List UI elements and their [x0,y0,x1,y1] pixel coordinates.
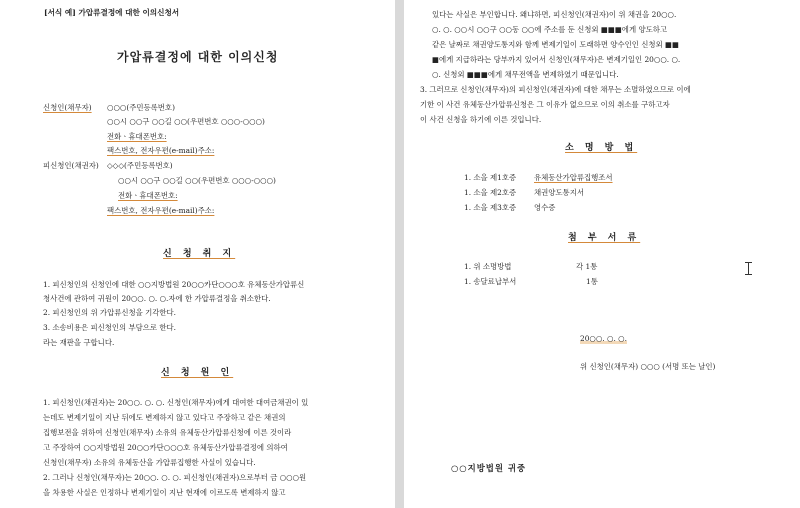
purpose-line: 청사건에 관하여 귀원이 20○○. ○. ○.자에 한 가압류결정을 취소한다. [43,294,271,303]
evidence-description: 영수증 [534,203,556,212]
form-label: [서식 예] 가압류결정에 대한 이의신청서 [44,8,180,17]
applicant-phone: 전화ㆍ휴대폰번호: [107,132,167,141]
text-cursor-icon [745,262,753,275]
evidence-number: 1. 소을 제2호증 [464,188,517,197]
cause-cont-line: ■에게 지급하라는 당부까지 있어서 신청인(채무자)은 변제기일인 20○○. ○. [432,55,681,64]
evidence-number: 1. 소을 제3호증 [464,203,517,212]
cause-line: 집행보전을 위하여 신청인(채무자) 소유의 유체동산가압류신청에 이른 것이라 [43,428,292,437]
purpose-line: 3. 소송비용은 피신청인의 부담으로 한다. [43,323,177,332]
purpose-line: 2. 피신청인의 위 가압류신청을 기각한다. [43,308,177,317]
evidence-number: 1. 소을 제1호증 [464,173,517,182]
evidence-description: 채권양도통지서 [534,188,584,197]
applicant-label: 신청인(채무자) [43,103,92,112]
cause-line: 2. 그러나 신청인(채무자)는 20○○. ○. ○. 피신청인(채권자)으로부터 금 ○○○원 [43,473,307,482]
cause-cont-line: 3. 그러므로 신청인(채무자)의 피신청인(채권자)에 대한 채무는 소멸하였으므로 이에 [420,85,691,94]
attachment-count: 1통 [586,277,598,286]
cause-line: 을 차용한 사실은 인정하나 변제기일이 지난 현재에 이르도록 변제하지 않고 [43,488,286,497]
cause-heading: 신 청 원 인 [161,368,234,378]
attachment-count: 각 1통 [576,262,598,271]
cause-cont-line: 기한 이 사건 유체동산가압류신청은 그 이유가 없으므로 이의 취소를 구하고자 [420,100,670,109]
respondent-label: 피신청인(채권자) [43,161,99,170]
applicant-name: ○○○(주민등록번호) [107,103,175,112]
court-addressee: ○○지방법원 귀중 [451,463,527,473]
cause-line: 1. 피신청인(채권자)는 20○○. ○. ○. 신청인(채무자)에게 대여한 대여금채권이 있 [43,398,309,407]
applicant-fax: 팩스번호, 전자우편(e-mail)주소: [107,146,215,155]
document-date: 20○○. ○. ○. [580,334,627,343]
document-title: 가압류결정에 대한 이의신청 [117,50,279,64]
signature-line: 위 신청인(채무자) ○○○ (서명 또는 날인) [580,362,716,371]
attachments-heading: 첨 부 서 류 [568,233,641,243]
evidence-heading: 소 명 방 법 [565,143,638,153]
evidence-description: 유체동산가압류집행조서 [534,173,613,182]
purpose-line: 1. 피신청인의 신청인에 대한 ○○지방법원 20○○카단○○○호 유체동산가압류신 [43,280,305,289]
cause-cont-line: 같은 날짜로 채권양도통지와 함께 변제기일이 도래하면 양수인인 신청외 ■■ [432,40,679,49]
page-gutter [395,0,404,508]
respondent-name: ◇◇◇(주민등록번호) [107,161,173,170]
cause-line: 고 주장하여 ○○지방법원 20○○카단○○○호 유체동산가압류결정에 의하여 [43,443,288,452]
respondent-phone: 전화ㆍ휴대폰번호: [118,191,178,200]
cause-line: 신청인(채무자) 소유의 유체동산을 가압류집행한 사실이 있습니다. [43,458,256,467]
purpose-line: 라는 재판을 구합니다. [43,338,115,347]
cause-cont-line: 이 사건 신청을 하기에 이른 것입니다. [420,115,542,124]
attachment-item: 1. 송달료납부서 [464,277,517,286]
document-page-left [0,0,395,508]
applicant-address: ○○시 ○○구 ○○길 ○○(우편번호 ○○○-○○○) [107,117,265,126]
document-page-right [404,0,800,508]
attachment-item: 1. 위 소명방법 [464,262,512,271]
cause-cont-line: 있다는 사실은 부인합니다. 왜냐하면, 피신청인(채권자)이 위 채권을 20○○. [432,10,677,19]
cause-line: 는데도 변제기일이 지난 뒤에도 변제하지 않고 있다고 주장하고 같은 채권의 [43,413,286,422]
cause-cont-line: ○. ○. ○○시 ○○구 ○○동 ○○에 주소를 둔 신청외 ■■■에게 양도하고 [432,25,667,34]
cause-cont-line: ○. 신청외 ■■■에게 채무전액을 변제하였기 때문입니다. [432,70,619,79]
respondent-fax: 팩스번호, 전자우편(e-mail)주소: [107,206,215,215]
respondent-address: ○○시 ○○구 ○○길 ○○(우편번호 ○○○-○○○) [118,176,276,185]
purpose-heading: 신 청 취 지 [163,249,236,259]
